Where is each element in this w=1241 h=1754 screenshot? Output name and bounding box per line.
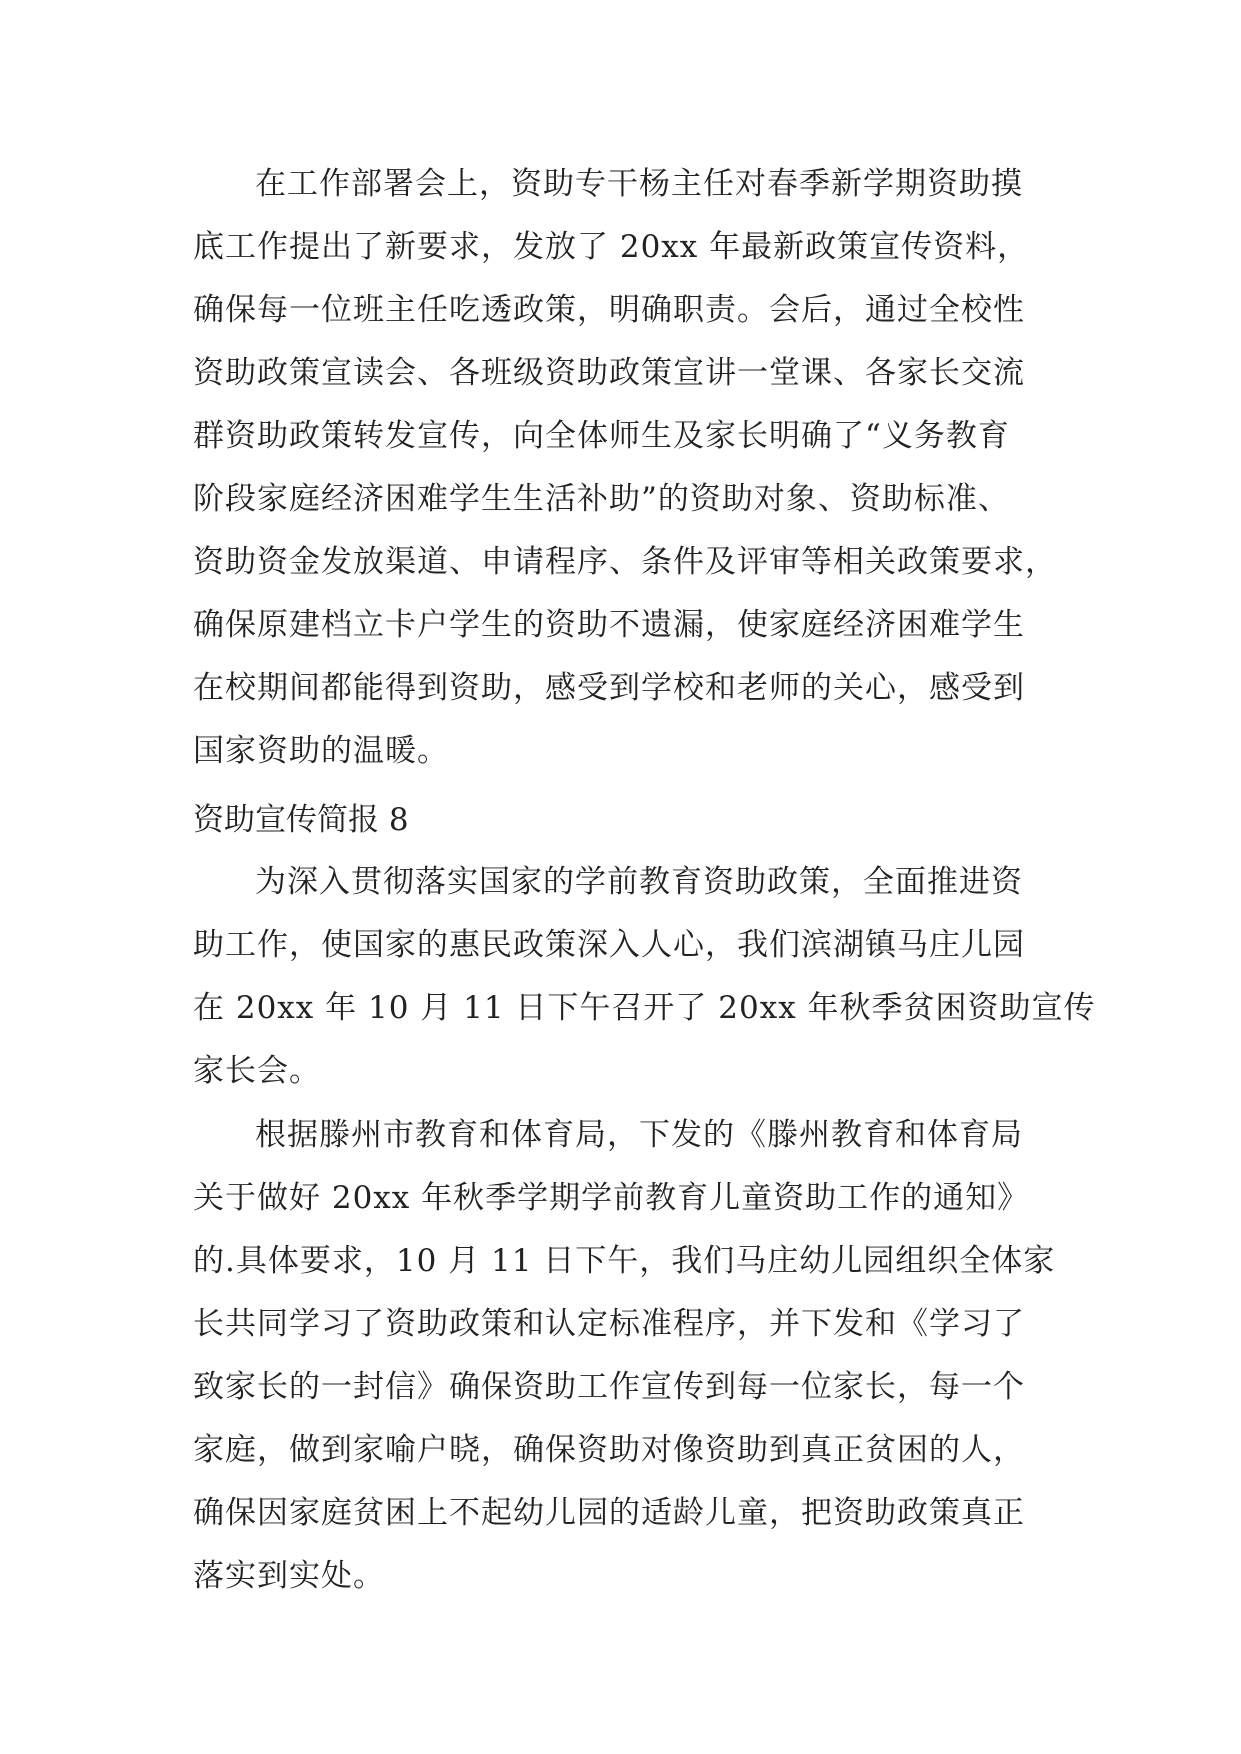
paragraph-line: 助工作，使国家的惠民政策深入人心，我们滨湖镇马庄儿园 xyxy=(193,927,1025,963)
paragraph-work-meeting xyxy=(193,153,1057,783)
paragraph-line: 在 20xx 年 10 月 11 日下午召开了 20xx 年秋季贫困资助宣传 xyxy=(193,990,1096,1026)
paragraph-line: 的.具体要求，10 月 11 日下午，我们马庄幼儿园组织全体家 xyxy=(193,1243,1056,1279)
paragraph-line: 国家资助的温暖。 xyxy=(193,733,449,769)
paragraph-line: 家庭，做到家喻户晓，确保资助对像资助到真正贫困的人， xyxy=(193,1432,1025,1468)
paragraph-line: 群资助政策转发宣传，向全体师生及家长明确了“义务教育 xyxy=(193,418,1010,454)
paragraph-line: 落实到实处。 xyxy=(193,1558,385,1594)
paragraph-line: 资助资金发放渠道、申请程序、条件及评审等相关政策要求， xyxy=(193,544,1057,580)
paragraph-line: 在校期间都能得到资助，感受到学校和老师的关心，感受到 xyxy=(193,670,1025,706)
paragraph-line: 家长会。 xyxy=(193,1053,321,1089)
paragraph-line: 阶段家庭经济困难学生生活补助”的资助对象、资助标准、 xyxy=(193,481,1010,517)
paragraph-line: 关于做好 20xx 年秋季学期学前教育儿童资助工作的通知》 xyxy=(193,1180,1030,1216)
paragraph-line: 底工作提出了新要求，发放了 20xx 年最新政策宣传资料， xyxy=(193,229,1030,265)
paragraph-line: 致家长的一封信》确保资助工作宣传到每一位家长，每一个 xyxy=(193,1369,1025,1405)
paragraph-line: 为深入贯彻落实国家的学前教育资助政策，全面推进资 xyxy=(255,864,1023,900)
section-heading: 资助宣传简报 8 xyxy=(193,802,409,838)
paragraph-line: 长共同学习了资助政策和认定标准程序，并下发和《学习了 xyxy=(193,1306,1025,1342)
paragraph-line: 确保每一位班主任吃透政策，明确职责。会后，通过全校性 xyxy=(193,292,1025,328)
paragraph-line: 确保因家庭贫困上不起幼儿园的适龄儿童，把资助政策真正 xyxy=(193,1495,1025,1531)
paragraph-line: 在工作部署会上，资助专干杨主任对春季新学期资助摸 xyxy=(255,166,1023,202)
paragraph-policy-notice xyxy=(193,1104,1056,1608)
paragraph-introduction xyxy=(193,851,1096,1103)
paragraph-line: 资助政策宣读会、各班级资助政策宣讲一堂课、各家长交流 xyxy=(193,355,1025,391)
paragraph-line: 确保原建档立卡户学生的资助不遗漏，使家庭经济困难学生 xyxy=(193,607,1025,643)
paragraph-line: 根据滕州市教育和体育局，下发的《滕州教育和体育局 xyxy=(255,1117,1023,1153)
